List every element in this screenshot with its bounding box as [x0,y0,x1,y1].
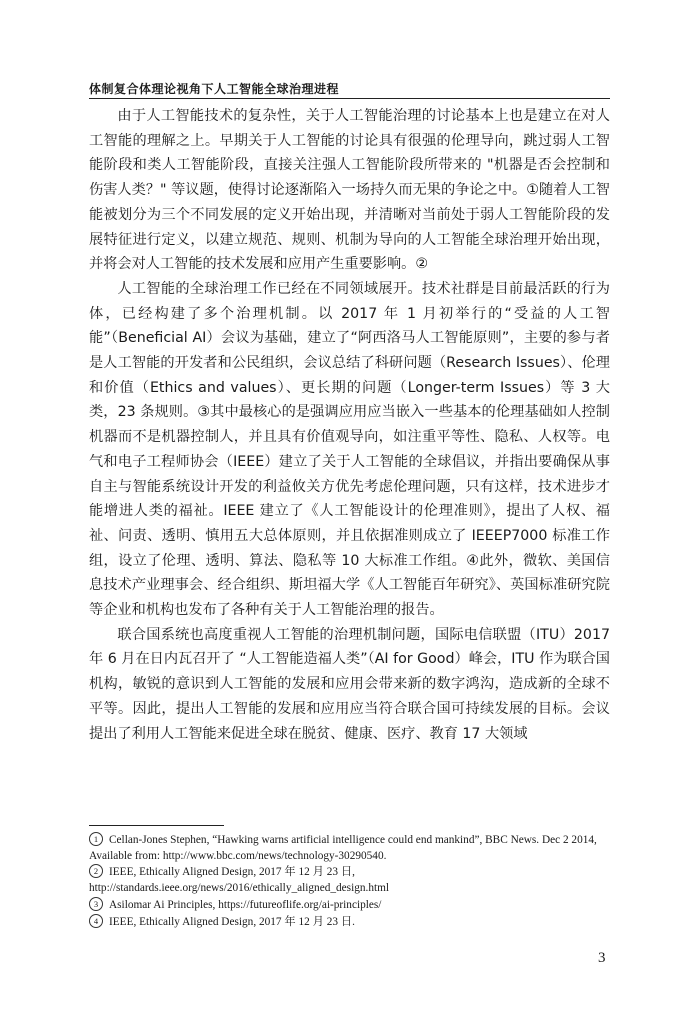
footnote-text: IEEE, Ethically Aligned Design, 2017 年 12 月 23 日. [109,915,355,928]
footnotes [89,832,614,930]
paragraph-1: 由于人工智能技术的复杂性，关于人工智能治理的讨论基本上也是建立在对人工智能的理解之上。早期关于人工智能的讨论具有很强的伦理导向，跳过弱人工智能阶段和类人工智能阶段，直接关注强人工智能阶段所带来的 "机器是否会控制和伤害人类？" 等议题，使得讨论逐渐陷入一场持久而无果的争论之中。①随着人工智能被划分为三个不同发展的定义开始出现，并清晰对当前处于弱人工智能阶段的发展特征进行定义，以建立规范、规则、机制为导向的人工智能全球治理开始出现，并将会对人工智能的技术发展和应用产生重要影响。② [89,108,610,273]
header-divider [89,98,610,99]
footnote-3 [89,897,614,914]
footnote-marker: 2 [89,864,103,878]
footnote-4 [89,914,614,931]
footnote-1 [89,832,614,864]
footnote-divider [89,825,224,826]
footnote-text: Asilomar Ai Principles, https://futureoflife.org/ai-principles/ [109,898,382,911]
paragraph-2: 人工智能的全球治理工作已经在不同领域展开。技术社群是目前最活跃的行为体，已经构建了多个治理机制。以 2017 年 1 月初举行的“受益的人工智能”（Beneficial AI）会议为基础，建立了“阿西洛马人工智能原则”，主要的参与者是人工智能的开发者和公民组织，会议总结了科研问题（Research Issues）、伦理和价值（Ethics and values）、更长期的问题（Longer-term Issues）等 3 大类，23 条规则。③其中最核心的是强调应用应当嵌入一些基本的伦理基础如人控制机器而不是机器控制人，并且具有价值观导向，如注重平等性、隐私、人权等。电气和电子工程师协会（IEEE）建立了关于人工智能的全球倡议，并指出要确保从事自主与智能系统设计开发的利益攸关方优先考虑伦理问题，只有这样，技术进步才能增进人类的福祉。IEEE 建立了《人工智能设计的伦理准则》，提出了人权、福祉、问责、透明、慎用五大总体原则，并且依据准则成立了 IEEEP7000 标准工作组，设立了伦理、透明、算法、隐私等 10 大标准工作组。④此外，微软、美国信息技术产业理事会、经合组织、斯坦福大学《人工智能百年研究》、英国标准研究院等企业和机构也发布了各种有关于人工智能治理的报告。 [89,280,610,619]
footnote-2 [89,864,614,896]
footnote-marker: 3 [89,897,103,911]
footnote-marker: 1 [89,832,103,846]
footnote-marker: 4 [89,914,103,928]
running-title: 体制复合体理论视角下人工智能全球治理进程 [89,82,340,96]
footnote-text: Cellan-Jones Stephen, “Hawking warns artificial intelligence could end mankind”, BBC News. Dec 2 2014, Available from: http://www.bbc.com/news/technology-30290540. [89,834,597,862]
page-number: 3 [598,950,606,966]
footnote-text: IEEE, Ethically Aligned Design, 2017 年 12 月 23 日, http://standards.ieee.org/news/2016/ethically_aligned_design.html [89,866,390,895]
body-text [89,104,610,746]
paragraph-3: 联合国系统也高度重视人工智能的治理机制问题，国际电信联盟（ITU）2017 年 6 月在日内瓦召开了 “人工智能造福人类”（AI for Good）峰会，ITU 作为联合国机构，敏锐的意识到人工智能的发展和应用会带来新的数字鸿沟，造成新的全球不平等。因此，提出人工智能的发展和应用应当符合联合国可持续发展的目标。会议提出了利用人工智能来促进全球在脱贫、健康、医疗、教育 17 大领域 [89,626,610,742]
